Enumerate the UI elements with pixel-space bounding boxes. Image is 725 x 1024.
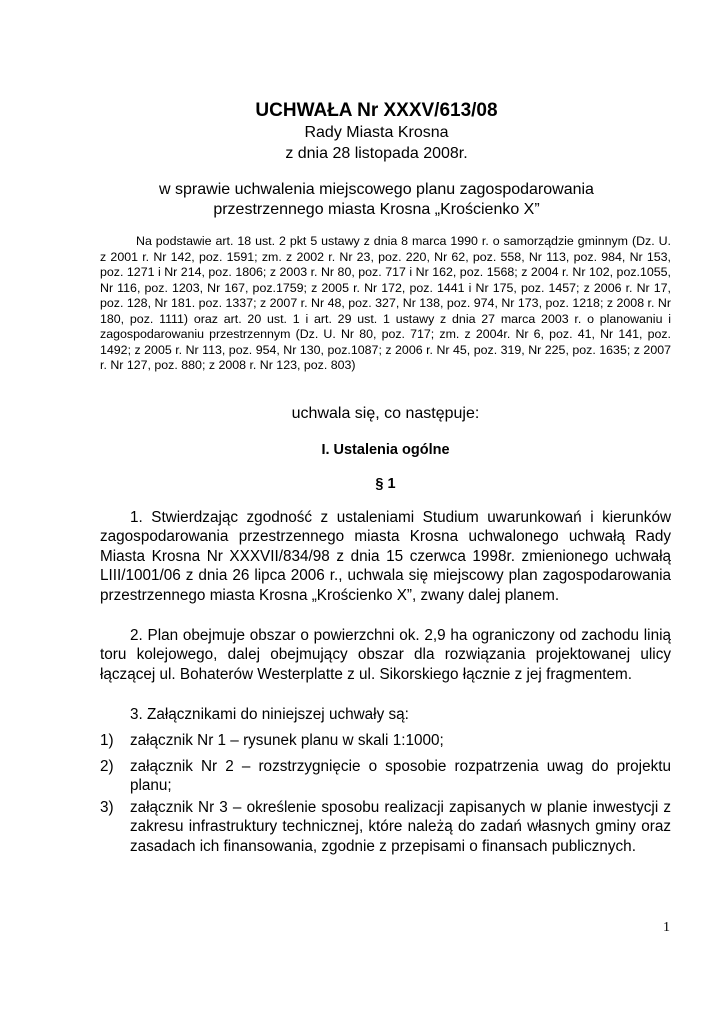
legal-basis: Na podstawie art. 18 ust. 2 pkt 5 ustawy z dnia 8 marca 1990 r. o samorządzie gminnym (Dz. U. z 2001 r. Nr 142, poz. 1591; zm. z 2002 r. Nr 23, poz. 220, Nr 62, poz. 558, Nr 113, poz. 984, Nr 153, poz. 1271 i Nr 214, poz. 1806; z 2003 r. Nr 80, poz. 717 i Nr 162, poz. 1568; z 2004 r. Nr 102, poz.1055, Nr 116, poz. 1203, Nr 167, poz.1759; z 2005 r. Nr 172, poz. 1441 i Nr 175, poz. 1457; z 2006 r. Nr 17, poz. 128, Nr 181. poz. 1337; z 2007 r. Nr 48, poz. 327, Nr 138, poz. 974, Nr 173, poz. 1218; z 2008 r. Nr 180, poz. 1111) oraz art. 20 ust. 1 i art. 29 ust. 1 ustawy z dnia 27 marca 2003 r. o planowaniu i zagospodarowaniu przestrzennym (Dz. U. Nr 80, poz. 717; zm. z 2004r. Nr 6, poz. 41, Nr 141, poz. 1492; z 2005 r. Nr 113, poz. 954, Nr 130, poz.1087; z 2006 r. Nr 45, poz. 319, Nr 225, poz. 1635; z 2007 r. Nr 127, poz. 880; z 2008 r. Nr 123, poz. 803) bbox=[100, 234, 671, 373]
paragraph-3: 3. Załącznikami do niniejszej uchwały są: bbox=[130, 706, 409, 723]
paragraph-sign: § 1 bbox=[375, 476, 396, 492]
list-number: 1) bbox=[100, 732, 114, 749]
list-text: załącznik Nr 2 – rozstrzygnięcie o sposobie rozpatrzenia uwag do projektu planu; bbox=[130, 758, 671, 795]
attachment-item-1 bbox=[100, 731, 671, 750]
list-number: 3) bbox=[100, 799, 114, 816]
page-number: 1 bbox=[663, 920, 670, 935]
attachment-item-3 bbox=[100, 798, 671, 856]
paragraph-2: 2. Plan obejmuje obszar o powierzchni ok. 2,9 ha ograniczony od zachodu linią toru kolejowego, dalej obejmujący obszar dla rozwiązania projektowanej ulicy łączącej ul. Bohaterów Westerplatte z ul. Sikorskiego łącznie z jej fragmentem. bbox=[100, 627, 671, 683]
list-number: 2) bbox=[100, 758, 114, 775]
list-text: załącznik Nr 3 – określenie sposobu realizacji zapisanych w planie inwestycji z zakresu infrastruktury technicznej, które należą do zadań własnych gminy oraz zasadach ich finansowania, zgodnie z przepisami o finansach publicznych. bbox=[130, 799, 671, 855]
document-title: UCHWAŁA Nr XXXV/613/08 bbox=[255, 100, 498, 121]
paragraph-1: 1. Stwierdzając zgodność z ustaleniami Studium uwarunkowań i kierunków zagospodarowania przestrzennego miasta Krosna uchwalonego uchwałą Rady Miasta Krosna Nr XXXVII/834/98 z dnia 15 czerwca 1998r. zmienionego uchwałą LIII/1001/06 z dnia 26 lipca 2006 r., uchwala się miejscowy plan zagospodarowania przestrzennego miasta Krosna „Krościenko X”, zwany dalej planem. bbox=[100, 509, 671, 604]
subject-line-1: w sprawie uchwalenia miejscowego planu zagospodarowania bbox=[159, 181, 594, 198]
section-heading: I. Ustalenia ogólne bbox=[321, 442, 450, 458]
document-date: z dnia 28 listopada 2008r. bbox=[285, 145, 468, 162]
list-text: załącznik Nr 1 – rysunek planu w skali 1:1000; bbox=[130, 732, 444, 749]
attachment-item-2 bbox=[100, 757, 671, 796]
issuer: Rady Miasta Krosna bbox=[304, 124, 449, 141]
resolution-clause: uchwala się, co następuje: bbox=[291, 405, 480, 422]
subject-line-2: przestrzennego miasta Krosna „Krościenko X” bbox=[213, 201, 540, 218]
